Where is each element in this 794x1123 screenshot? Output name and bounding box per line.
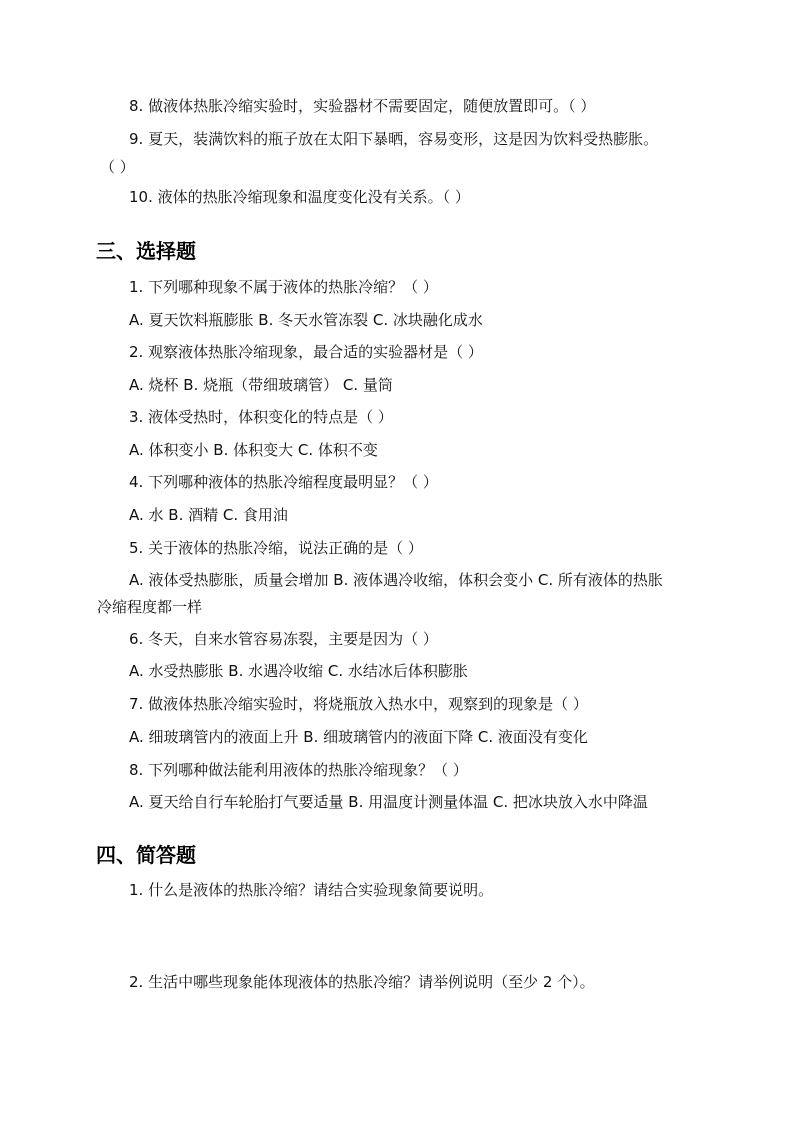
truefalse-question-8: 8. 做液体热胀冷缩实验时，实验器材不需要固定，随便放置即可。（ ） xyxy=(129,97,596,115)
truefalse-question-10: 10. 液体的热胀冷缩现象和温度变化没有关系。（ ） xyxy=(129,188,470,206)
choice-options-1: A. 夏天饮料瓶膨胀 B. 冬天水管冻裂 C. 冰块融化成水 xyxy=(129,311,483,329)
choice-options-4: A. 水 B. 酒精 C. 食用油 xyxy=(129,506,288,524)
section-heading-short-answer: 四、简答题 xyxy=(96,843,196,867)
choice-question-8: 8. 下列哪种做法能利用液体的热胀冷缩现象？（ ） xyxy=(129,761,468,779)
choice-question-4: 4. 下列哪种液体的热胀冷缩程度最明显？（ ） xyxy=(129,473,438,491)
choice-options-5-cont: 冷缩程度都一样 xyxy=(97,598,203,616)
section-heading-choice: 三、选择题 xyxy=(96,239,196,263)
choice-question-6: 6. 冬天，自来水管容易冻裂，主要是因为（ ） xyxy=(129,630,438,648)
choice-question-3: 3. 液体受热时，体积变化的特点是（ ） xyxy=(129,408,393,426)
choice-options-8: A. 夏天给自行车轮胎打气要适量 B. 用温度计测量体温 C. 把冰块放入水中降温 xyxy=(129,793,648,811)
choice-options-5: A. 液体受热膨胀，质量会增加 B. 液体遇冷收缩，体积会变小 C. 所有液体的热胀 xyxy=(129,571,663,589)
choice-options-2: A. 烧杯 B. 烧瓶（带细玻璃管） C. 量筒 xyxy=(129,376,393,394)
short-answer-question-1: 1. 什么是液体的热胀冷缩？请结合实验现象简要说明。 xyxy=(129,881,494,899)
choice-question-7: 7. 做液体热胀冷缩实验时，将烧瓶放入热水中，观察到的现象是（ ） xyxy=(129,695,588,713)
choice-options-6: A. 水受热膨胀 B. 水遇冷收缩 C. 水结冰后体积膨胀 xyxy=(129,662,468,680)
truefalse-question-9-cont: （ ） xyxy=(100,158,135,176)
choice-question-2: 2. 观察液体热胀冷缩现象，最合适的实验器材是（ ） xyxy=(129,343,483,361)
choice-options-7: A. 细玻璃管内的液面上升 B. 细玻璃管内的液面下降 C. 液面没有变化 xyxy=(129,728,588,746)
short-answer-question-2: 2. 生活中哪些现象能体现液体的热胀冷缩？请举例说明（至少 2 个）。 xyxy=(129,973,595,991)
choice-question-5: 5. 关于液体的热胀冷缩，说法正确的是（ ） xyxy=(129,539,423,557)
choice-options-3: A. 体积变小 B. 体积变大 C. 体积不变 xyxy=(129,441,378,459)
choice-question-1: 1. 下列哪种现象不属于液体的热胀冷缩？（ ） xyxy=(129,278,438,296)
truefalse-question-9: 9. 夏天，装满饮料的瓶子放在太阳下暴晒，容易变形，这是因为饮料受热膨胀。 xyxy=(129,130,659,148)
